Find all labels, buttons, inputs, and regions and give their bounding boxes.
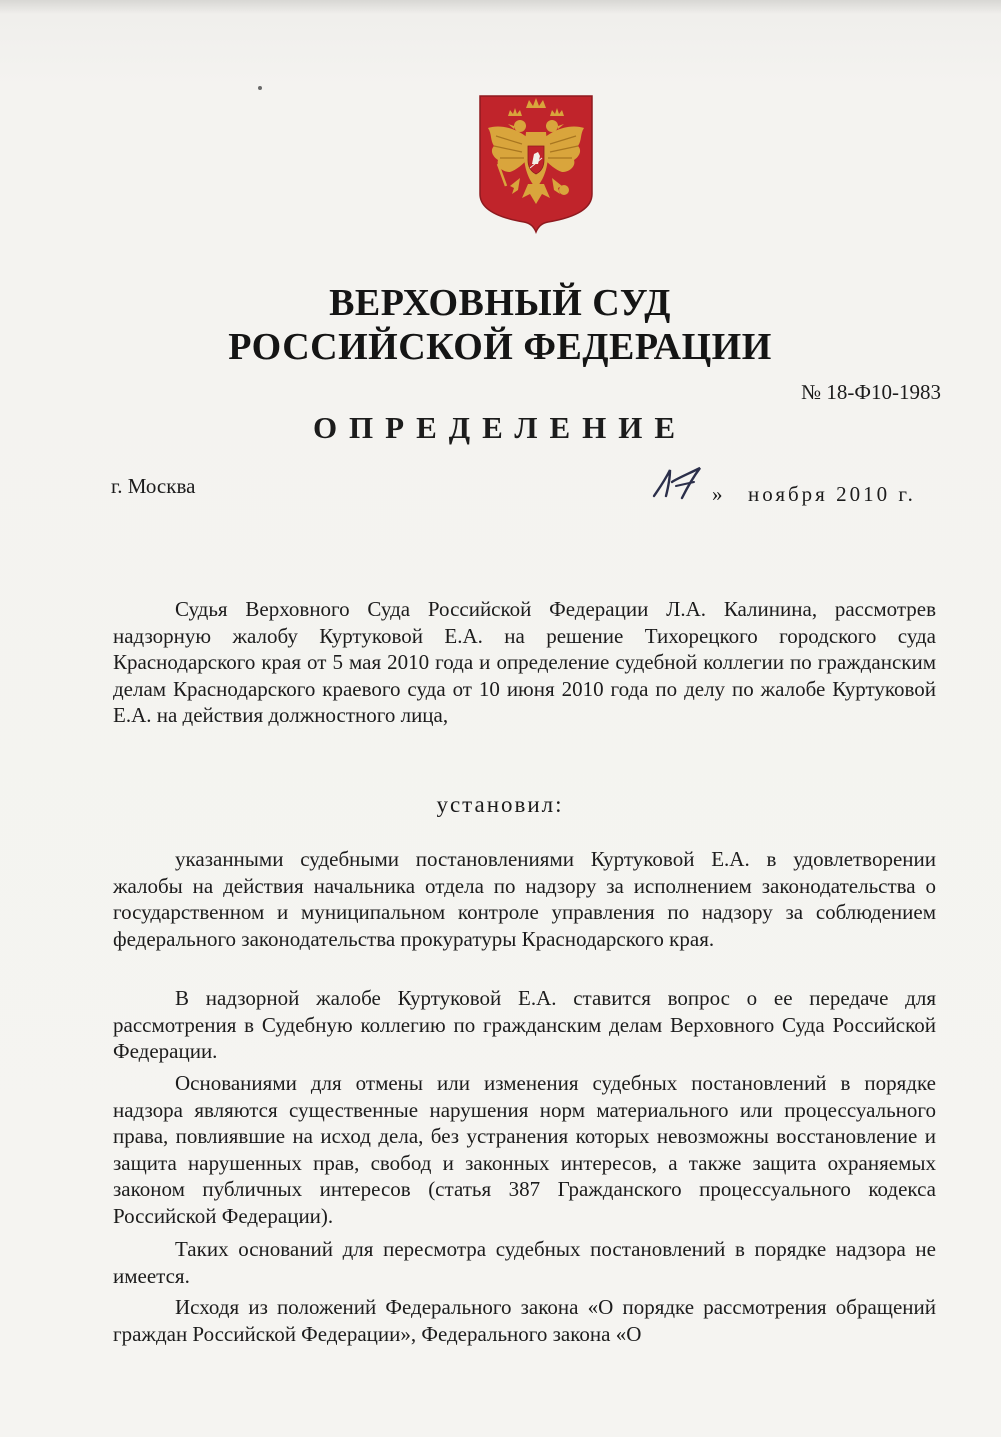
court-name-line-2: РОССИЙСКОЙ ФЕДЕРАЦИИ (228, 326, 772, 368)
russian-coat-of-arms-icon (476, 94, 596, 234)
case-number: № 18-Ф10-1983 (801, 380, 941, 404)
body-paragraph-2: В надзорной жалобе Куртуковой Е.А. ставится вопрос о ее передаче для рассмотрения в Судебную коллегию по гражданским делам Верховного Суда Российской Федерации. (113, 986, 936, 1063)
handwritten-day-signature (648, 460, 712, 500)
date-month-year: ноября 2010 г. (748, 482, 916, 506)
body-paragraph-4: Таких оснований для пересмотра судебных постановлений в порядке надзора не имеется. (113, 1237, 936, 1288)
date-closing-quote: » (712, 482, 723, 506)
scan-edge-shadow (0, 0, 1001, 14)
court-name-line-1: ВЕРХОВНЫЙ СУД (329, 282, 671, 324)
body-paragraph-5: Исходя из положений Федерального закона «О порядке рассмотрения обращений граждан Российской Федерации», Федерального закона «О (113, 1295, 936, 1346)
scan-speck (258, 86, 262, 90)
section-heading-established: установил: (436, 792, 564, 817)
document-type-heading: ОПРЕДЕЛЕНИЕ (312, 410, 688, 445)
intro-paragraph: Судья Верховного Суда Российской Федерации Л.А. Калинина, рассмотрев надзорную жалобу Куртуковой Е.А. на решение Тихорецкого городского суда Краснодарского края от 5 мая 2010 года и определение судебной коллегии по гражданским делам Краснодарского краевого суда от 10 июня 2010 года по делу по жалобе Куртуковой Е.А. на действия должностного лица, (113, 597, 936, 727)
body-paragraph-1: указанными судебными постановлениями Куртуковой Е.А. в удовлетворении жалобы на действия начальника отдела по надзору за исполнением законодательства о государственном и муниципальном контроле управления по надзору за соблюдением федерального законодательства прокуратуры Краснодарского края. (113, 847, 936, 951)
body-paragraph-3: Основаниями для отмены или изменения судебных постановлений в порядке надзора являются существенные нарушения норм материального или процессуального права, повлиявшие на исход дела, без устранения которых невозможны восстановление и защита нарушенных прав, свобод и законных интересов, а также защита охраняемых законом публичных интересов (статья 387 Гражданского процессуального кодекса Российской Федерации). (113, 1071, 936, 1228)
city-label: г. Москва (111, 474, 196, 498)
